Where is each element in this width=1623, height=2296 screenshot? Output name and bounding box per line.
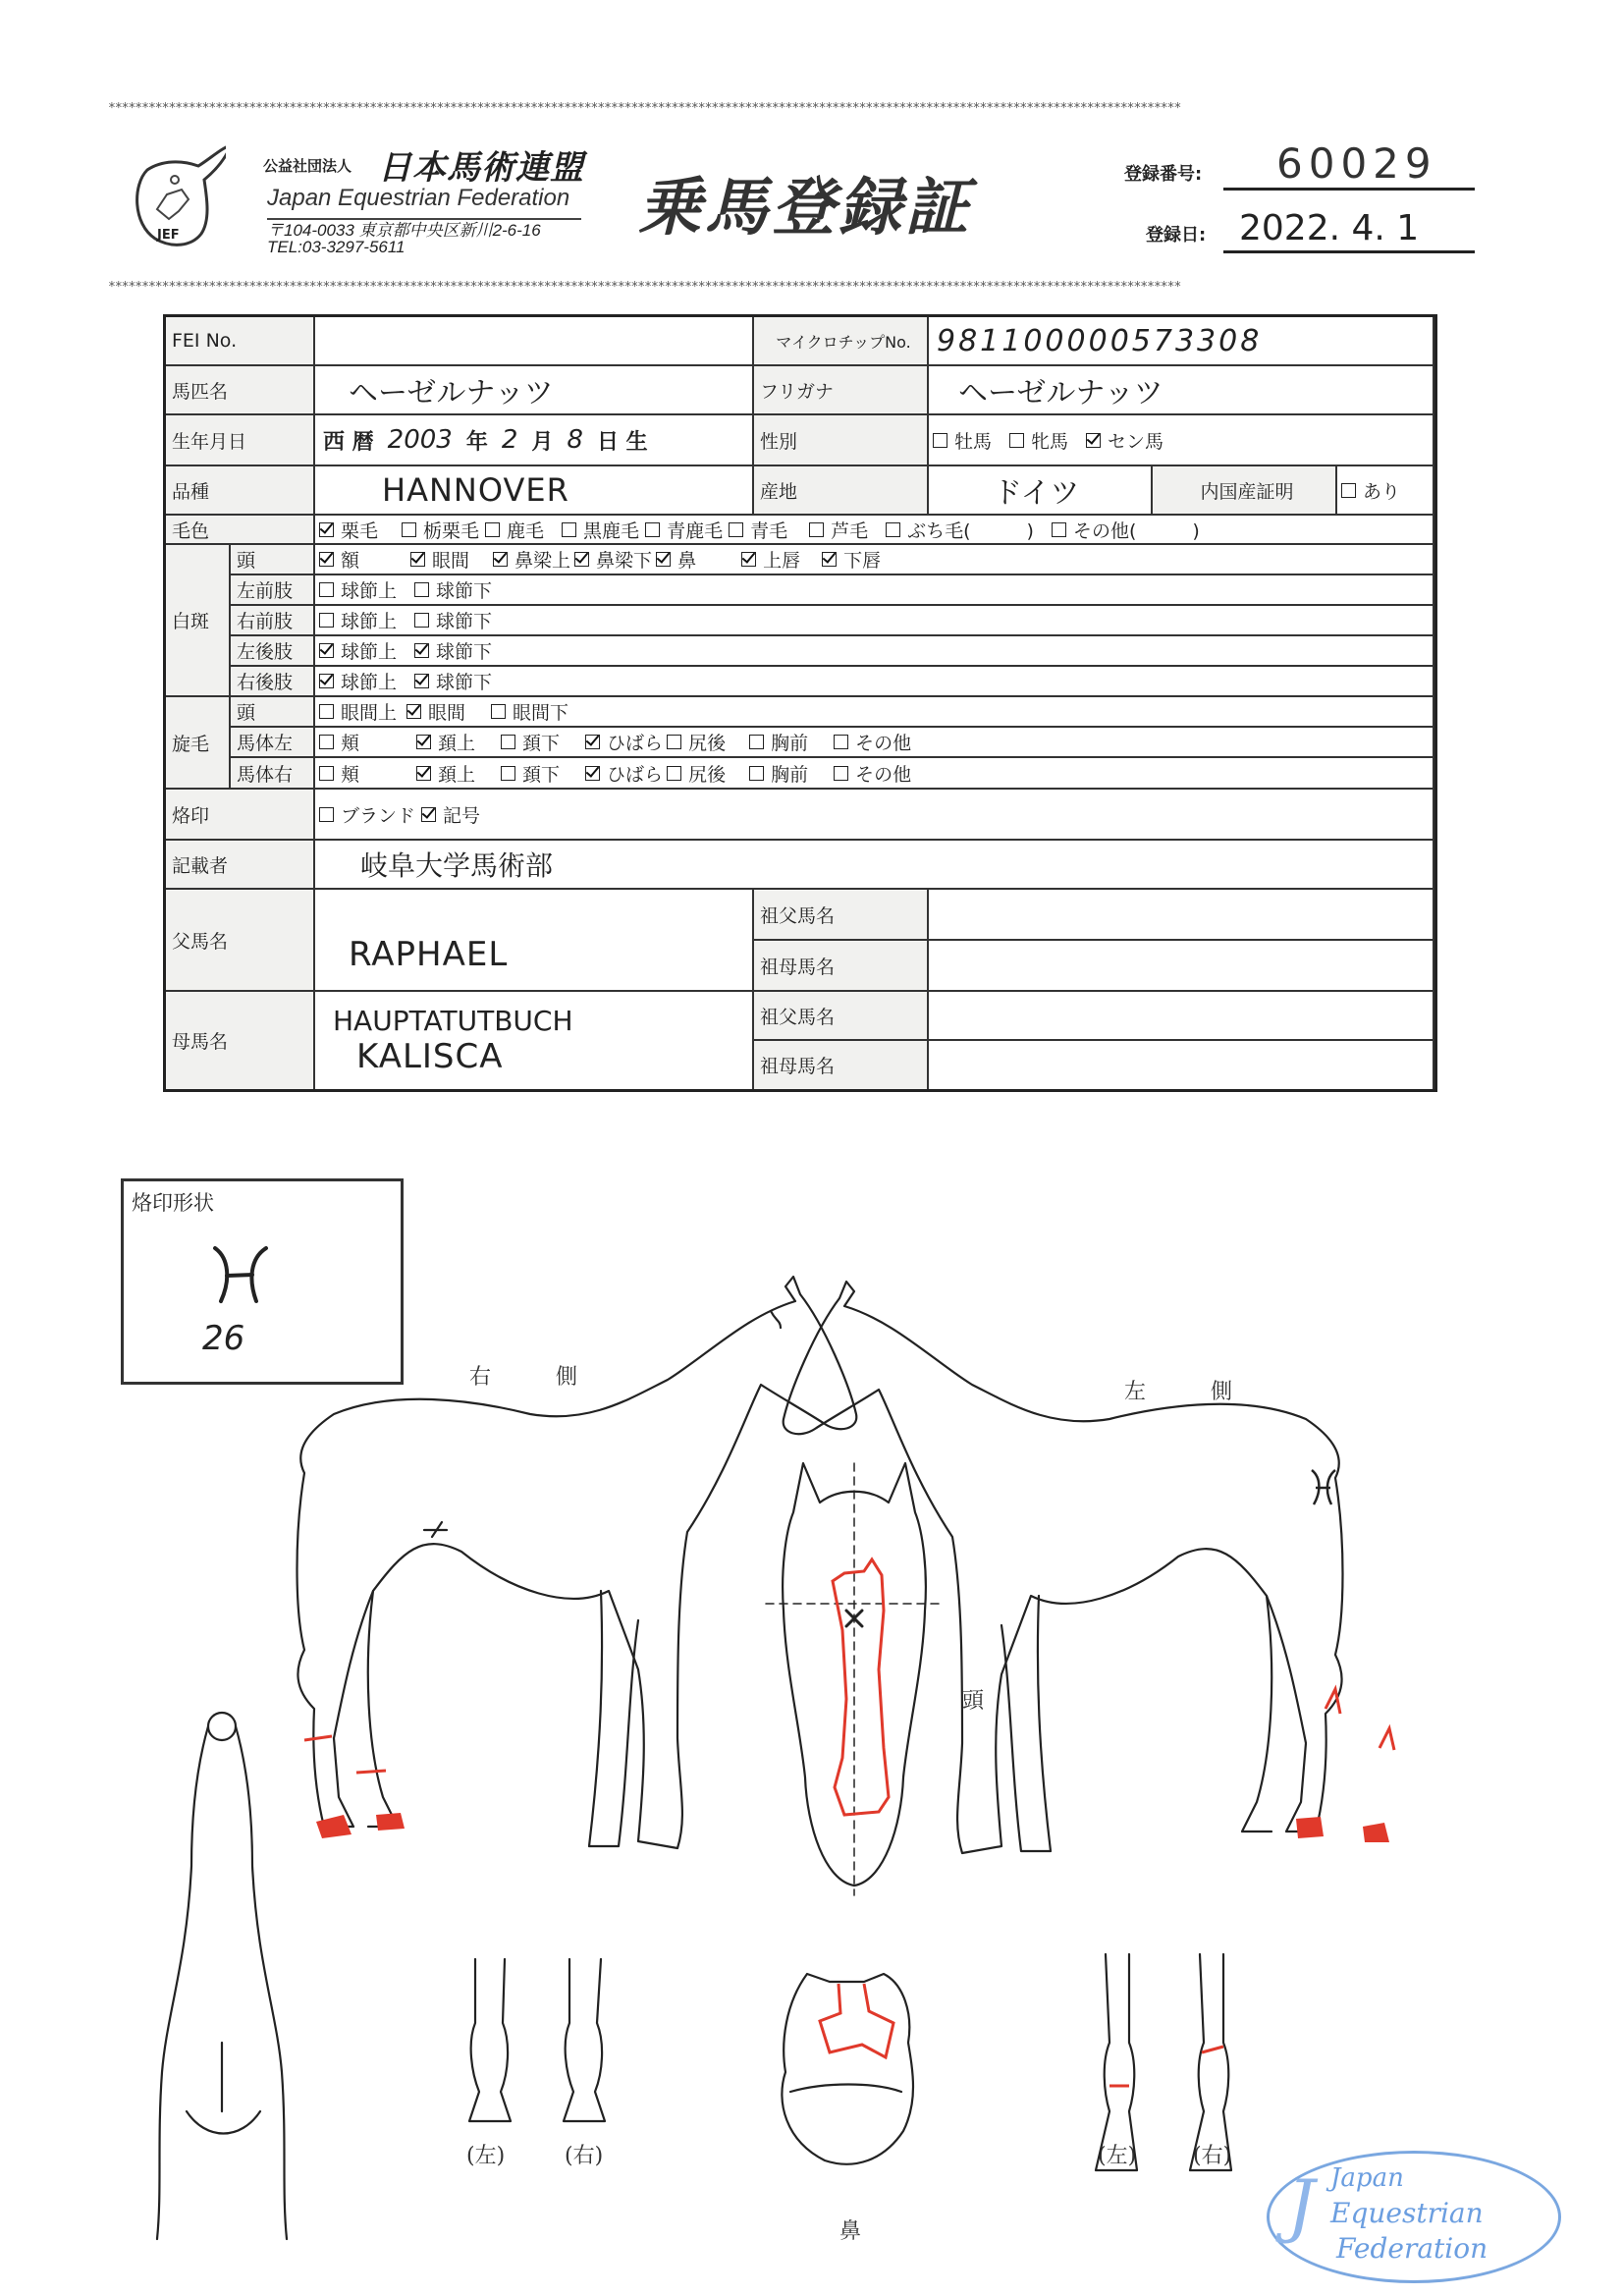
whorl-option[interactable]: 胸前: [749, 729, 808, 755]
white-mark-option[interactable]: 球節上: [319, 576, 397, 603]
whorl-option[interactable]: ひばら: [585, 760, 663, 787]
microchip-value: 981100000573308: [929, 317, 1434, 366]
birth-date: [315, 415, 754, 466]
dam-granddam-label: 祖母馬名: [754, 1041, 929, 1089]
furigana-label: フリガナ: [754, 366, 929, 415]
brand-shape-label: 烙印形状: [132, 1191, 214, 1215]
coat-option[interactable]: 芦毛: [809, 517, 868, 543]
reg-date: 2022. 4. 1: [1239, 208, 1420, 248]
whorl-option[interactable]: 頬: [319, 729, 359, 755]
jef-logo-icon: [128, 140, 226, 253]
white-mark-option[interactable]: 鼻梁下: [574, 546, 652, 573]
white-mark-option[interactable]: 下唇: [822, 546, 881, 573]
svg-text:JEF: JEF: [157, 228, 180, 243]
brand-shape-number: 26: [202, 1319, 245, 1358]
sire-label: 父馬名: [166, 890, 315, 992]
whorl-option[interactable]: 頚上: [416, 760, 475, 787]
org-prefix: 公益社団法人: [263, 157, 352, 175]
hind-left-label: (左): [1098, 2144, 1137, 2168]
coat-option[interactable]: 栃栗毛: [402, 517, 479, 543]
brand-option[interactable]: 記号: [421, 801, 480, 828]
horse-markings-diagram: [0, 1267, 1623, 2296]
birth-day-unit: 日 生: [596, 429, 648, 455]
whorl-option[interactable]: 眼間: [406, 698, 465, 725]
whorl-left-options: [315, 728, 1434, 758]
furigana-value: ヘーゼルナッツ: [929, 366, 1434, 415]
recorder-label: 記載者: [166, 841, 315, 890]
reg-date-label: 登録日:: [1146, 225, 1207, 246]
whorl-option[interactable]: 頚上: [416, 729, 475, 755]
stamp-line3: Federation: [1336, 2232, 1488, 2265]
nose-label: 鼻: [839, 2219, 862, 2244]
white-mark-part: 右後肢: [231, 667, 315, 697]
coat-option[interactable]: その他( ): [1052, 517, 1200, 543]
head-label: 頭: [962, 1689, 985, 1714]
document-title: 乗馬登録証: [638, 172, 972, 245]
jef-stamp: [1267, 2151, 1561, 2283]
coat-option[interactable]: 栗毛: [319, 517, 378, 543]
dam-name: KALISCA: [356, 1037, 504, 1076]
sex-option-mare[interactable]: 牝馬: [1009, 427, 1068, 454]
horse-name-label: 馬匹名: [166, 366, 315, 415]
white-mark-option[interactable]: 額: [319, 546, 359, 573]
org-name-jp: 日本馬術連盟: [378, 148, 584, 188]
whorl-option[interactable]: 尻後: [667, 729, 726, 755]
whorl-option[interactable]: その他: [834, 760, 911, 787]
brand-mark-on-horse-icon: [1311, 1470, 1335, 1504]
coat-option[interactable]: 黒鹿毛: [562, 517, 639, 543]
white-mark-part: 右前肢: [231, 606, 315, 636]
white-mark-option[interactable]: 上唇: [741, 546, 800, 573]
birth-day: 8: [567, 425, 583, 455]
white-mark-hl-options: [315, 636, 1434, 667]
checkbox[interactable]: [1341, 483, 1356, 498]
white-mark-part: 左前肢: [231, 575, 315, 606]
stamp-j-glyph: J: [1287, 2165, 1316, 2246]
white-mark-part: 左後肢: [231, 636, 315, 667]
white-mark-option[interactable]: 球節下: [414, 668, 492, 694]
fore-right-label: (右): [565, 2144, 604, 2168]
brand-label: 烙印: [166, 790, 315, 841]
hind-legs-front-icon: [1096, 1954, 1231, 2170]
brand-option[interactable]: ブランド: [319, 801, 415, 828]
whorl-option[interactable]: 頬: [319, 760, 359, 787]
breed-label: 品種: [166, 466, 315, 516]
whorl-option[interactable]: その他: [834, 729, 911, 755]
dam-grandsire-value: [929, 992, 1434, 1041]
coat-option[interactable]: ぶち毛( ): [886, 517, 1034, 543]
whorl-option[interactable]: 胸前: [749, 760, 808, 787]
white-marks-label: 白斑: [166, 545, 231, 697]
stamp-line1: Japan: [1330, 2163, 1404, 2193]
sire-grandsire-label: 祖父馬名: [754, 890, 929, 941]
white-mark-option[interactable]: 球節上: [319, 637, 397, 664]
white-mark-option[interactable]: 球節上: [319, 668, 397, 694]
whorl-part: 馬体右: [231, 758, 315, 790]
sex-label: 性別: [754, 415, 929, 466]
head-front-icon: [766, 1463, 943, 1895]
horse-name-value: ヘーゼルナッツ: [315, 366, 754, 415]
whorl-part: 頭: [231, 697, 315, 728]
org-divider: [267, 218, 581, 220]
sire-granddam-label: 祖母馬名: [754, 941, 929, 992]
checkbox-checked[interactable]: [1086, 433, 1101, 448]
coat-option[interactable]: 鹿毛: [485, 517, 544, 543]
right-side-horse-icon: [298, 1277, 857, 1848]
whorl-option[interactable]: 頚下: [501, 760, 560, 787]
fore-left-label: (左): [466, 2144, 506, 2168]
registration-form: [163, 314, 1437, 1092]
checkbox[interactable]: [1009, 433, 1024, 448]
dam-grandsire-label: 祖父馬名: [754, 992, 929, 1041]
origin-value: ドイツ: [929, 466, 1153, 516]
white-mark-hr-options: [315, 667, 1434, 697]
white-mark-option[interactable]: 球節下: [414, 576, 492, 603]
dam-granddam-value: [929, 1041, 1434, 1089]
reg-date-underline: [1223, 250, 1475, 253]
domestic-cert-label: 内国産証明: [1153, 466, 1337, 516]
domestic-cert-option[interactable]: あり: [1337, 466, 1434, 516]
whorl-option[interactable]: ひばら: [585, 729, 663, 755]
right-side-label: 右 側: [469, 1365, 578, 1390]
org-name-en: Japan Equestrian Federation: [267, 185, 570, 211]
sex-options: [929, 415, 1434, 466]
birth-era: 西 暦: [323, 429, 374, 455]
sex-option-gelding[interactable]: セン馬: [1086, 427, 1163, 454]
whorl-head-options: [315, 697, 1434, 728]
birth-label: 生年月日: [166, 415, 315, 466]
whorls-label: 旋毛: [166, 697, 231, 790]
hoof-markings: [316, 1813, 1389, 1842]
sire-grandsire-value: [929, 890, 1434, 941]
reg-number: 60029: [1276, 139, 1437, 188]
neck-top-view-icon: [157, 1713, 287, 2239]
white-mark-option[interactable]: 鼻梁上: [493, 546, 570, 573]
birth-year: 2003: [387, 425, 453, 455]
stamp-line2: Equestrian: [1330, 2197, 1484, 2229]
reg-number-underline: [1223, 188, 1475, 191]
coat-option[interactable]: 青毛: [729, 517, 787, 543]
whorl-part: 馬体左: [231, 728, 315, 758]
sire-granddam-value: [929, 941, 1434, 992]
coat-option[interactable]: 青鹿毛: [645, 517, 723, 543]
fei-no-value: [315, 317, 754, 366]
white-mark-part: 頭: [231, 545, 315, 575]
brand-options: [315, 790, 1434, 841]
checkbox[interactable]: [933, 433, 947, 448]
white-mark-option[interactable]: 球節下: [414, 607, 492, 633]
white-mark-option[interactable]: 球節上: [319, 607, 397, 633]
birth-month: 2: [501, 425, 518, 455]
whorl-option[interactable]: 眼間下: [491, 698, 568, 725]
fei-no-label: FEI No.: [166, 317, 315, 366]
whorl-right-options: [315, 758, 1434, 790]
dam-value-cell: [315, 992, 754, 1089]
top-separator: ****************************************************************************************************************************************************************: [108, 102, 1181, 116]
birth-year-unit: 年: [465, 429, 488, 455]
microchip-label: マイクロチップNo.: [754, 317, 929, 366]
fore-legs-front-icon: [469, 1959, 605, 2121]
white-mark-option[interactable]: 球節下: [414, 637, 492, 664]
nose-view-icon: [782, 1974, 913, 2164]
white-mark-fr-options: [315, 606, 1434, 636]
dam-label: 母馬名: [166, 992, 315, 1089]
breed-value: HANNOVER: [315, 466, 754, 516]
sire-value: RAPHAEL: [315, 890, 754, 992]
header-separator: ****************************************************************************************************************************************************************: [108, 281, 1181, 295]
white-marking-annotations: [304, 1559, 1394, 2086]
white-mark-option[interactable]: 眼間: [410, 546, 469, 573]
whorl-option[interactable]: 頚下: [501, 729, 560, 755]
coat-label: 毛色: [166, 516, 315, 545]
dam-studbook: HAUPTATUTBUCH: [333, 1005, 573, 1037]
org-address: 〒104-0033 東京都中央区新川2-6-16 TEL:03-3297-5611: [267, 221, 541, 256]
reg-number-label: 登録番号:: [1124, 164, 1203, 185]
sex-option-stallion[interactable]: 牡馬: [933, 427, 992, 454]
whorl-option[interactable]: 尻後: [667, 760, 726, 787]
birth-month-unit: 月: [531, 429, 554, 455]
recorder-value: 岐阜大学馬術部: [315, 841, 1434, 890]
origin-label: 産地: [754, 466, 929, 516]
hind-right-label: (右): [1193, 2144, 1232, 2168]
left-side-label: 左 側: [1124, 1380, 1233, 1404]
coat-options: [315, 516, 1434, 545]
white-mark-option[interactable]: 鼻: [656, 546, 696, 573]
whorl-option[interactable]: 眼間上: [319, 698, 397, 725]
white-mark-fl-options: [315, 575, 1434, 606]
white-mark-head-options: [315, 545, 1434, 575]
